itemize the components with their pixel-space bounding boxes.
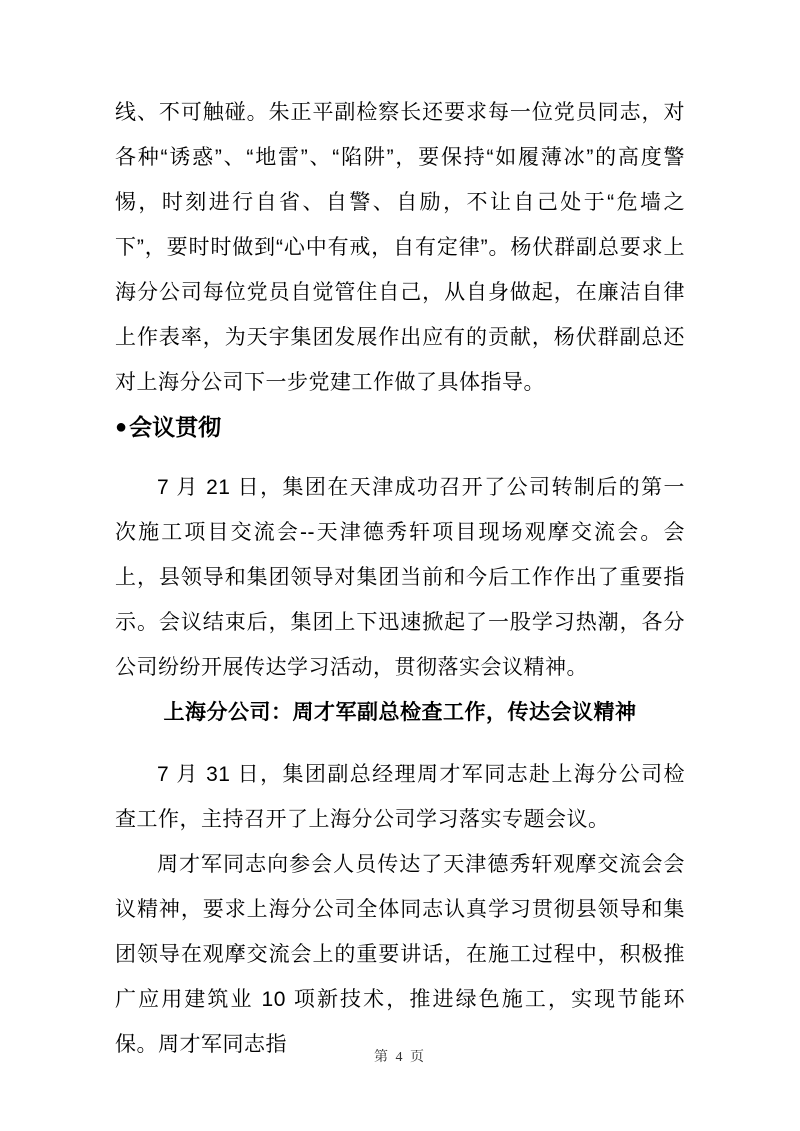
paragraph-spirit-relay: 周才军同志向参会人员传达了天津德秀轩观摩交流会会议精神，要求上海分公司全体同志认真学习贯彻县领导和集团领导在观摩交流会上的重要讲话，在施工过程中，积极推广应用建筑业 10 项新技术，推进绿色施工，实现节能环保。周才军同志指 [115, 853, 685, 1056]
sub-heading-shanghai-branch: 上海分公司：周才军副总检查工作，传达会议精神 [163, 701, 637, 724]
page-footer [0, 1046, 800, 1066]
paragraph-continuation: 线、不可触碰。朱正平副检察长还要求每一位党员同志，对各种“诱惑”、“地雷”、“陷阱”，要保持“如履薄冰”的高度警惕，时刻进行自省、自警、自励，不让自己处于“危墙之下”，要时时做到“心中有戒，自有定律”。杨伏群副总要求上海分公司每位党员自觉管住自己，从自身做起，在廉洁自律上作表率，为天宇集团发展作出应有的贡献，杨伏群副总还对上海分公司下一步党建工作做了具体指导。 [115, 101, 685, 394]
page-content [115, 90, 685, 1067]
bullet-circle-icon: ● [115, 416, 128, 438]
section-heading [115, 405, 685, 450]
section-heading-label: 会议贯彻 [129, 414, 222, 440]
paragraph-meeting-summary: 7 月 21 日，集团在天津成功召开了公司转制后的第一次施工项目交流会--天津德秀轩项目现场观摩交流会。会上，县领导和集团领导对集团当前和今后工作作出了重要指示。会议结束后，集团上下迅速掀起了一股学习热潮，各分公司纷纷开展传达学习活动，贯彻落实会议精神。 [115, 476, 685, 679]
paragraph-inspection: 7 月 31 日，集团副总经理周才军同志赴上海分公司检查工作，主持召开了上海分公司学习落实专题会议。 [115, 763, 685, 831]
page-number: 第 4 页 [374, 1050, 426, 1065]
